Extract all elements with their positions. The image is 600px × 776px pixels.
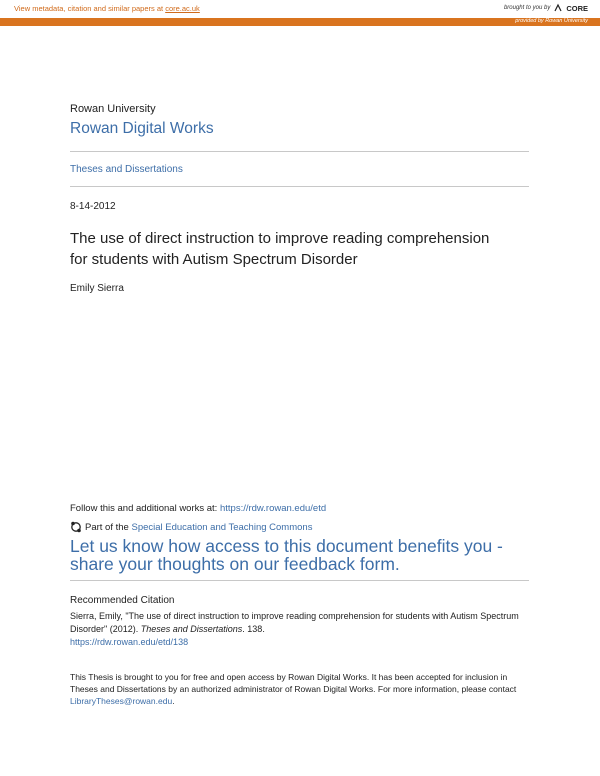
access-notice xyxy=(70,671,530,707)
feedback-line-2: share your thoughts on our feedback form. xyxy=(70,554,400,574)
part-of xyxy=(70,521,312,533)
provided-by: provided by Rowan University xyxy=(515,18,588,24)
view-metadata-link[interactable] xyxy=(14,4,200,13)
provider-bar xyxy=(0,18,600,26)
title-line-2: for students with Autism Spectrum Disorder xyxy=(70,251,358,268)
part-of-prefix: Part of the xyxy=(85,521,132,533)
follow-prefix: Follow this and additional works at: xyxy=(70,503,220,514)
publication-date: 8-14-2012 xyxy=(70,201,116,212)
feedback-link[interactable] xyxy=(70,537,540,573)
core-ac-uk-link[interactable]: core.ac.uk xyxy=(165,4,200,13)
notice-end: . xyxy=(172,696,175,706)
citation-text xyxy=(70,610,530,649)
brought-to-you-by-text: brought to you by xyxy=(503,5,551,11)
commons-link[interactable]: Special Education and Teaching Commons xyxy=(131,521,313,533)
citation-link[interactable]: https://rdw.rowan.edu/etd/138 xyxy=(70,637,189,647)
etd-link[interactable]: https://rdw.rowan.edu/etd xyxy=(219,503,327,514)
citation-series: Theses and Dissertations xyxy=(140,624,243,634)
university-name: Rowan University xyxy=(70,103,156,115)
recommended-citation-heading: Recommended Citation xyxy=(70,595,175,606)
document-title xyxy=(70,228,540,270)
core-banner xyxy=(0,0,600,18)
collection-link[interactable]: Theses and Dissertations xyxy=(70,164,183,175)
divider xyxy=(70,580,529,581)
citation-number: . 138. xyxy=(242,624,265,634)
divider xyxy=(70,151,529,152)
network-icon xyxy=(70,521,82,533)
follow-works xyxy=(70,503,326,514)
divider xyxy=(70,186,529,187)
view-metadata-prefix: View metadata, citation and similar papers at xyxy=(14,4,166,13)
notice-text: This Thesis is brought to you for free and open access by Rowan Digital Works. It has been accepted for inclusion in Theses and Dissertations by an authorized administrator of Rowan Digital Works. For more information, please contact xyxy=(70,672,517,694)
contact-email-link[interactable]: LibraryTheses@rowan.edu xyxy=(70,696,173,706)
brought-to-you-by[interactable] xyxy=(504,3,588,13)
core-logo-text: CORE xyxy=(566,3,588,13)
author-name: Emily Sierra xyxy=(70,283,124,294)
citation-body: Sierra, Emily, "The use of direct instruction to improve reading comprehension for students with Autism Spectrum Disorder" (2012). xyxy=(70,611,519,634)
feedback-line-1: Let us know how access to this document benefits you - xyxy=(70,536,503,556)
title-line-1: The use of direct instruction to improve reading comprehension xyxy=(70,230,490,247)
repository-name[interactable]: Rowan Digital Works xyxy=(70,120,214,137)
core-logo-icon xyxy=(553,3,563,13)
